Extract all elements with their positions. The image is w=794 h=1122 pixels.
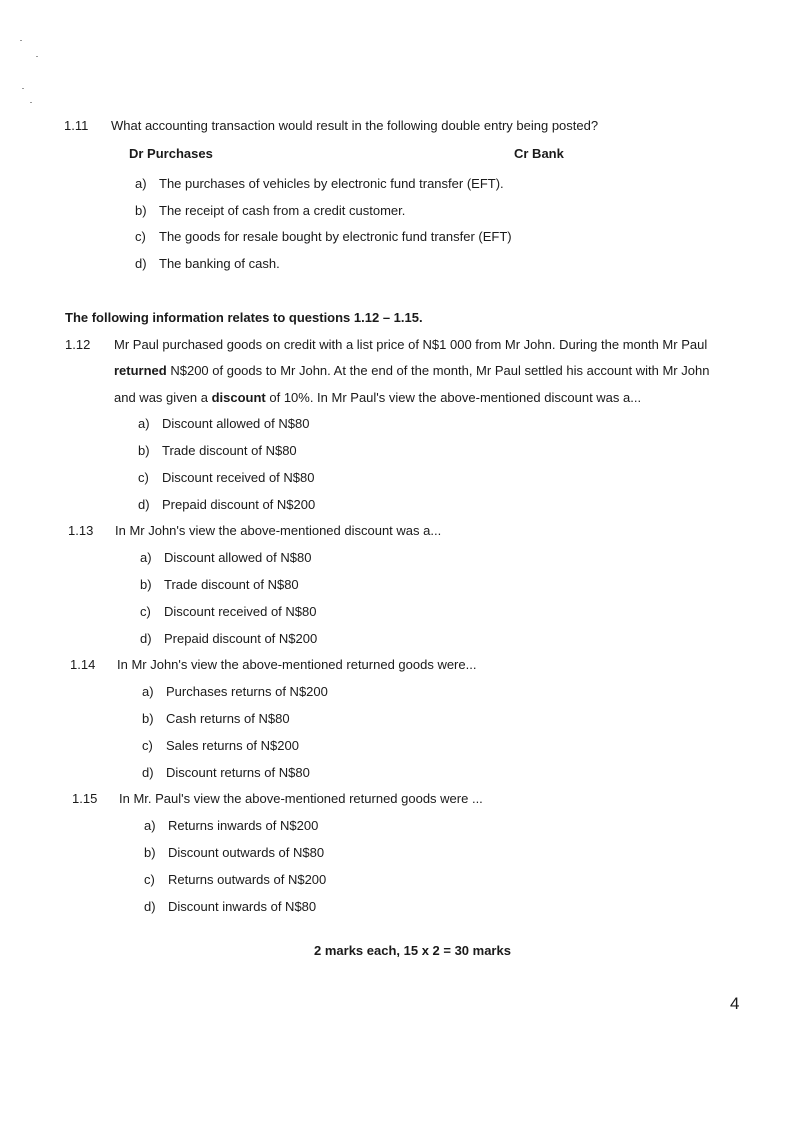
scan-speck: [22, 88, 24, 89]
credit-entry: Cr Bank: [514, 146, 564, 161]
option: b) Trade discount of N$80: [140, 577, 299, 592]
option: b) Discount outwards of N$80: [144, 845, 325, 860]
option: d) The banking of cash.: [135, 256, 280, 271]
option: d) Prepaid discount of N$200: [138, 497, 316, 512]
scan-speck: [30, 102, 32, 103]
option: b) Trade discount of N$80: [138, 443, 297, 458]
option: c) Discount received of N$80: [138, 470, 315, 485]
option: a) Discount allowed of N$80: [138, 416, 310, 431]
option: c) The goods for resale bought by electronic fund transfer (EFT): [135, 229, 512, 244]
question-text: What accounting transaction would result in the following double entry being posted?: [111, 118, 599, 133]
marks-summary: 2 marks each, 15 x 2 = 30 marks: [314, 943, 511, 958]
scan-speck: [20, 40, 22, 41]
option: c) Sales returns of N$200: [142, 738, 299, 753]
option: c) Returns outwards of N$200: [144, 872, 327, 887]
option: d) Discount returns of N$80: [142, 765, 310, 780]
option: a) Discount allowed of N$80: [140, 550, 312, 565]
option: a) Purchases returns of N$200: [142, 684, 328, 699]
question-text: In Mr John's view the above-mentioned returned goods were...: [117, 657, 477, 672]
question-number: 1.12: [65, 337, 91, 352]
option: a) The purchases of vehicles by electronic fund transfer (EFT).: [135, 176, 504, 191]
question-number: 1.14: [70, 657, 96, 672]
question-text: In Mr. Paul's view the above-mentioned returned goods were ...: [119, 791, 483, 806]
option: d) Prepaid discount of N$200: [140, 631, 318, 646]
option: d) Discount inwards of N$80: [144, 899, 317, 914]
option: a) Returns inwards of N$200: [144, 818, 319, 833]
option: c) Discount received of N$80: [140, 604, 317, 619]
scan-speck: [36, 56, 38, 57]
option: b) The receipt of cash from a credit customer.: [135, 203, 406, 218]
question-number: 1.15: [72, 791, 98, 806]
page-number: 4: [730, 994, 740, 1013]
question-text-line: returned N$200 of goods to Mr John. At the end of the month, Mr Paul settled his account with Mr John: [114, 363, 710, 378]
question-text: In Mr John's view the above-mentioned discount was a...: [115, 523, 442, 538]
question-number: 1.13: [68, 523, 94, 538]
debit-entry: Dr Purchases: [129, 146, 213, 161]
question-number: 1.11: [64, 118, 89, 133]
section-heading: The following information relates to questions 1.12 – 1.15.: [65, 310, 423, 325]
question-text-line: Mr Paul purchased goods on credit with a list price of N$1 000 from Mr John. During the month Mr Paul: [114, 337, 708, 352]
question-text-line: and was given a discount of 10%. In Mr Paul's view the above-mentioned discount was a...: [114, 390, 642, 405]
option: b) Cash returns of N$80: [142, 711, 290, 726]
